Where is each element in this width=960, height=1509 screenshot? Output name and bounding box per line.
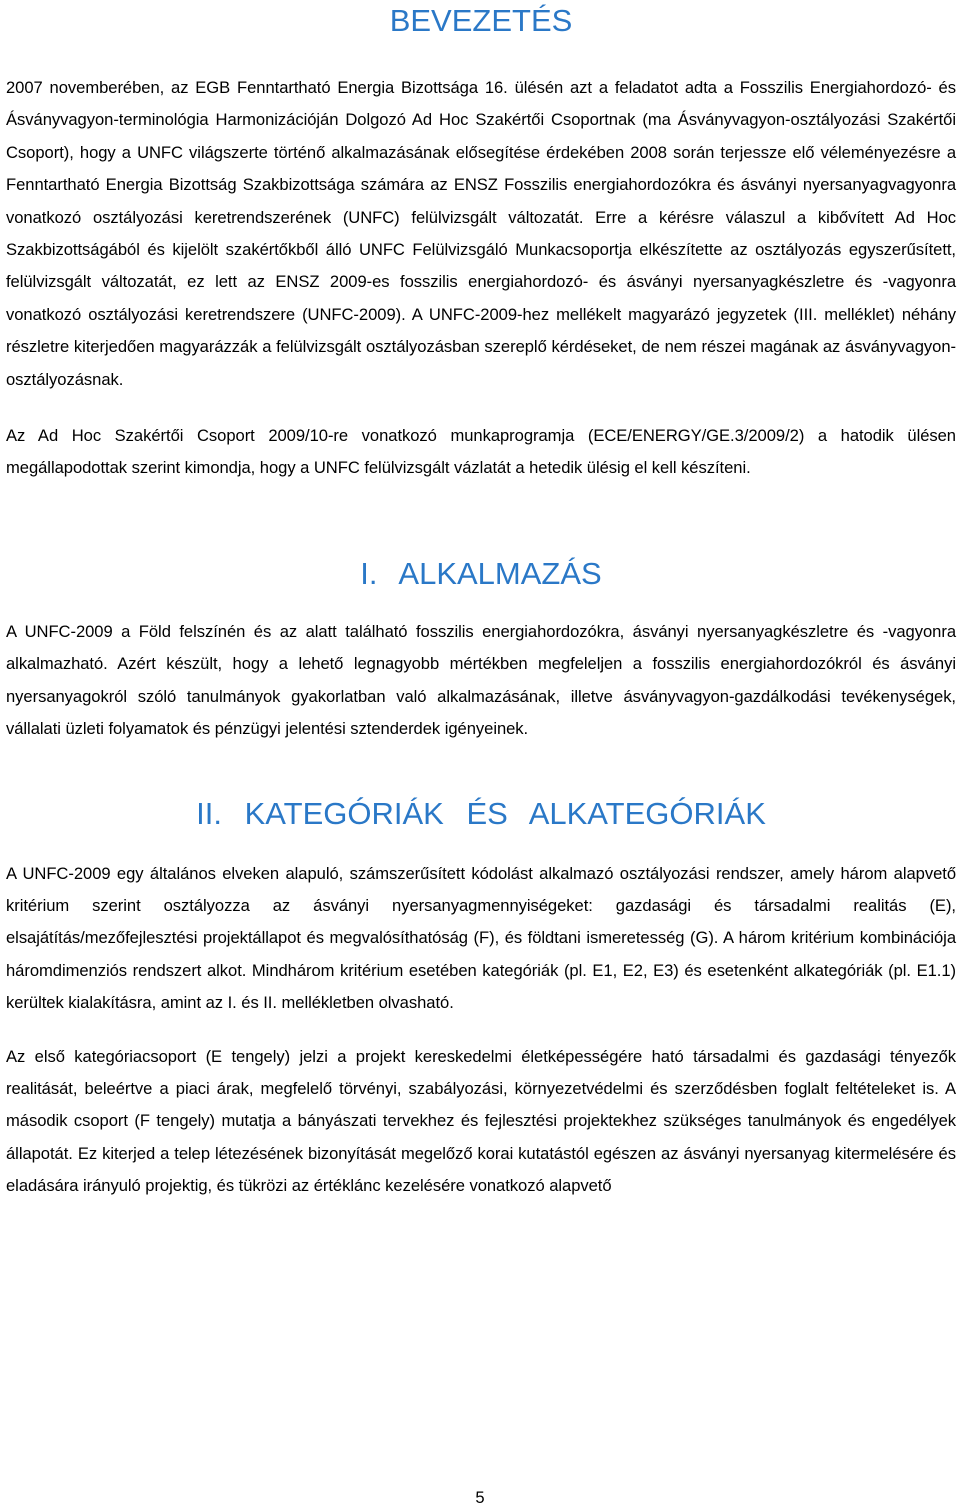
section-title: KATEGÓRIÁK ÉS ALKATEGÓRIÁK	[244, 795, 766, 831]
section-heading-2	[6, 794, 956, 834]
categories-paragraph-1: A UNFC-2009 egy általános elveken alapuló, számszerűsített kódolást alkalmazó osztályozási rendszer, amely három alapvető kritérium szerint osztályozza az ásványi nyersanyagmennyiségeket: gazdasági és társadalmi realitás (E), elsajátítás/mezőfejlesztési projektállapot és megvalósíthatóság (F), és földtani ismeretesség (G). A három kritérium kombinációja háromdimenziós rendszert alkot. Mindhárom kritérium esetében kategóriák (pl. E1, E2, E3) és esetenként alkategóriák (pl. E1.1) kerültek kialakításra, amint az I. és II. mellékletben olvasható.	[6, 863, 956, 1013]
categories-paragraph-2: Az első kategóriacsoport (E tengely) jelzi a projekt kereskedelmi életképességére ható társadalmi és gazdasági tényezők realitását, beleértve a piaci árak, megfelelő törvényi, szabályozási, környezetvédelmi és szerződésben foglalt feltételeket is. A második csoport (F tengely) mutatja a bányászati tervekhez és fejlesztési projektekhez szükséges tanulmányok és engedélyek állapotát. Ez kiterjed a telep létezésének bizonyítását megelőző korai kutatástól egészen az ásványi nyersanyag kitermelésére és eladására irányuló projektig, és tükrözi az értéklánc kezelésére vonatkozó alapvető	[6, 1046, 956, 1196]
page-number: 5	[475, 1488, 485, 1507]
document-page	[6, 0, 956, 1203]
scope-paragraph: A UNFC-2009 a Föld felszínén és az alatt található fosszilis energiahordozókra, ásványi nyersanyagkészletre és -vagyonra alkalmazható. Azért készült, hogy a lehető legnagyobb mértékben megfeleljen a fosszilis energiahordozókról és ásványi nyersanyagokról szóló tanulmányok gyakorlatban való alkalmazásának, illetve ásványvagyon-gazdálkodási tevékenységek, vállalati üzleti folyamatok és pénzügyi jelentési sztenderdek igényeinek.	[6, 621, 956, 739]
section-heading-1	[6, 554, 956, 594]
section-number: I.	[360, 555, 378, 591]
section-title: ALKALMAZÁS	[398, 555, 602, 591]
page-title: BEVEZETÉS	[389, 3, 573, 38]
section-number: II.	[196, 795, 222, 831]
intro-paragraph-1: 2007 novemberében, az EGB Fenntartható Energia Bizottsága 16. ülésén azt a feladatot adta a Fosszilis Energiahordozó- és Ásványvagyon-terminológia Harmonizációján Dolgozó Ad Hoc Szakértői Csoportnak (ma Ásványvagyon-osztályozási Szakértői Csoport), hogy a UNFC világszerte történő alkalmazásának elősegítése érdekében 2008 során terjessze elő véleményezésre a Fenntartható Energia Bizottság Szakbizottsága számára az ENSZ Fosszilis energiahordozókra és ásványi nyersanyagvagyonra vonatkozó osztályozási keretrendszerének (UNFC) felülvizsgált változatát. Erre a kérésre válaszul a kibővített Ad Hoc Szakbizottságából és kijelölt szakértőkből álló UNFC Felülvizsgáló Munkacsoportja elkészítette az osztályozás egyszerűsített, felülvizsgált változatát, ez lett az ENSZ 2009-es fosszilis energiahordozó- és ásványi nyersanyagkészletre és -vagyonra vonatkozó osztályozási keretrendszere (UNFC-2009). A UNFC-2009-hez mellékelt magyarázó jegyzetek (III. melléklet) néhány részletre kiterjedően magyarázzák a felülvizsgált osztályozásban szereplő kérdéseket, de nem részei magának az ásványvagyon-osztályozásnak.	[6, 78, 956, 389]
intro-paragraph-2: Az Ad Hoc Szakértői Csoport 2009/10-re vonatkozó munkaprogramja (ECE/ENERGY/GE.3/2009/2) a hatodik ülésen megállapodottak szerint kimondja, hogy a UNFC felülvizsgált vázlatát a hetedik ülésig el kell készíteni.	[6, 426, 956, 478]
